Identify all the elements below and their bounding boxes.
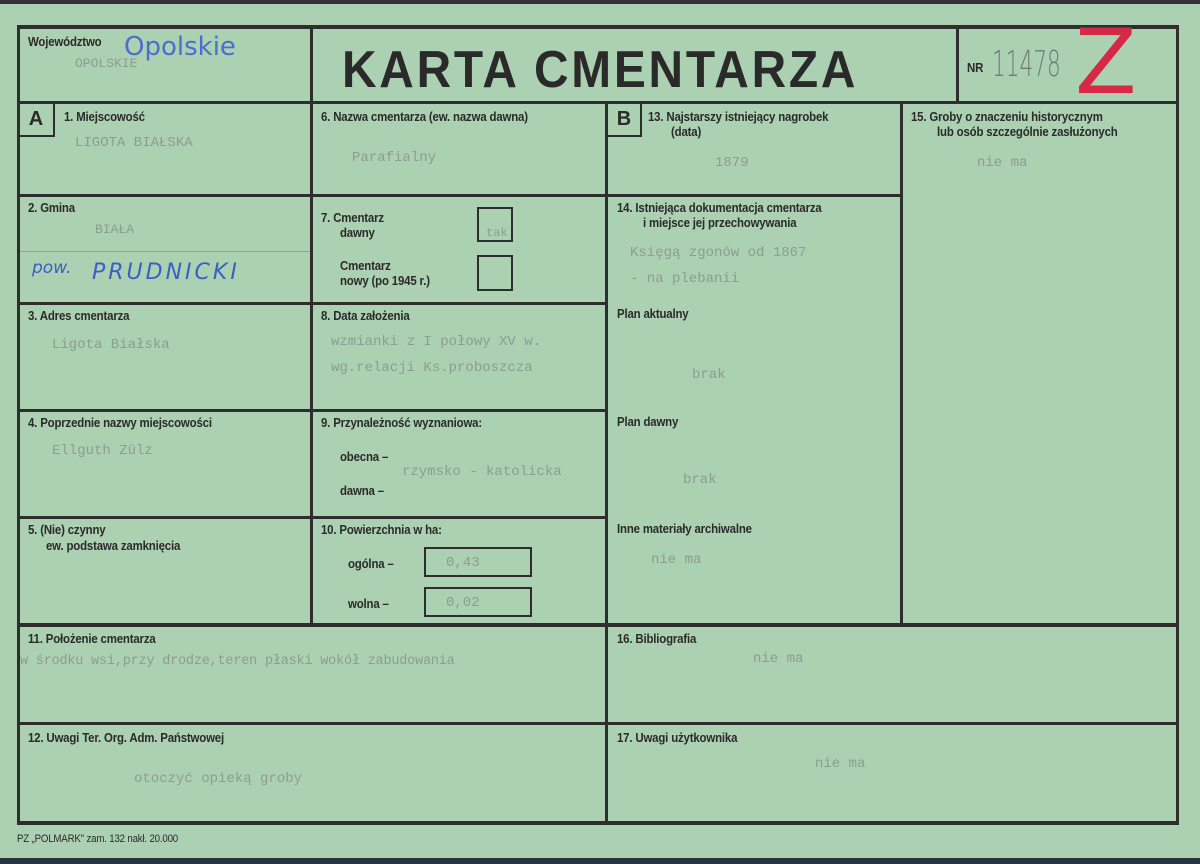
ogolna-value: 0,43	[446, 555, 480, 571]
gmina-divider	[20, 251, 310, 252]
section-a-badge: A	[19, 104, 55, 137]
f1-label: 1. Miejscowość	[64, 109, 145, 124]
divider	[605, 101, 608, 823]
plan-aktualny-label: Plan aktualny	[617, 306, 689, 321]
f6-value: Parafialny	[352, 150, 437, 166]
pow-value: PRUDNICKI	[92, 260, 240, 285]
f13-label: 13. Najstarszy istniejący nagrobek	[648, 109, 829, 124]
f9-obecna-label: obecna –	[340, 449, 389, 464]
printer-imprint: PZ „POLMARK" zam. 132 nakł. 20.000	[17, 833, 179, 845]
cmentarz-dawny-mark: tak	[486, 226, 508, 240]
f15-value: nie ma	[977, 155, 1028, 171]
f7-nowy-label: Cmentarz	[340, 258, 391, 273]
divider	[17, 194, 607, 197]
inne-materialy-label: Inne materiały archiwalne	[617, 521, 752, 536]
nr-label: NR	[967, 60, 984, 75]
f11-value: w środku wsi,przy drodze,teren płaski wokół zabudowania	[20, 654, 455, 669]
f5-label-2: ew. podstawa zamknięcia	[46, 538, 181, 553]
f6-label: 6. Nazwa cmentarza (ew. nazwa dawna)	[321, 109, 528, 124]
divider	[900, 101, 903, 625]
f15-label-2: lub osób szczególnie zasłużonych	[937, 124, 1118, 139]
f7-dawny-label-2: dawny	[340, 225, 375, 240]
wojewodztwo-typed: OPOLSKIE	[75, 56, 138, 71]
f16-label: 16. Bibliografia	[617, 631, 697, 646]
f17-value: nie ma	[815, 756, 866, 772]
f15-label: 15. Groby o znaczeniu historycznym	[911, 109, 1103, 124]
f3-label: 3. Adres cmentarza	[28, 308, 130, 323]
f8-label: 8. Data założenia	[321, 308, 410, 323]
divider	[607, 194, 901, 197]
border-top	[17, 25, 1179, 29]
f7-dawny-label: 7. Cmentarz	[321, 210, 384, 225]
nr-value: 11478	[992, 44, 1061, 85]
wolna-value: 0,02	[446, 595, 480, 611]
border-left	[17, 25, 20, 825]
f10-label: 10. Powierzchnia w ha:	[321, 522, 442, 537]
divider	[17, 516, 607, 519]
f13-value: 1879	[715, 155, 749, 171]
f2-value: BIAŁA	[95, 222, 135, 237]
f13-label-2: (data)	[671, 124, 702, 139]
f2-label: 2. Gmina	[28, 200, 75, 215]
f4-value: Ellguth Zülz	[52, 443, 153, 459]
plan-dawny-value: brak	[683, 472, 717, 488]
border-right	[1176, 25, 1179, 825]
f12-value: otoczyć opieką groby	[134, 771, 303, 787]
divider	[310, 25, 313, 625]
f17-label: 17. Uwagi użytkownika	[617, 730, 738, 745]
divider	[17, 101, 1179, 104]
section-b-badge: B	[608, 104, 642, 137]
inne-materialy-value: nie ma	[651, 552, 702, 568]
f11-label: 11. Położenie cmentarza	[28, 631, 156, 646]
f12-label: 12. Uwagi Ter. Org. Adm. Państwowej	[28, 730, 225, 745]
f14-value-2: - na plebanii	[630, 271, 740, 287]
plan-aktualny-value: brak	[692, 367, 726, 383]
nr-mark: Z	[1075, 10, 1137, 115]
card-title: KARTA CMENTARZA	[342, 41, 859, 99]
divider	[17, 623, 1179, 627]
f14-value-1: Księgą zgonów od 1867	[630, 245, 807, 261]
f16-value: nie ma	[753, 651, 804, 667]
f10-wolna-label: wolna –	[348, 596, 389, 611]
cmentarz-nowy-checkbox[interactable]	[477, 255, 513, 291]
f9-dawna-label: dawna –	[340, 483, 384, 498]
wojewodztwo-stamp: Opolskie	[124, 32, 236, 62]
divider	[17, 722, 1179, 725]
f3-value: Ligota Białska	[52, 337, 170, 353]
divider	[17, 409, 607, 412]
f1-value: LIGOTA BIAŁSKA	[75, 135, 193, 151]
plan-dawny-label: Plan dawny	[617, 414, 679, 429]
f10-ogolna-label: ogólna –	[348, 556, 394, 571]
f7-nowy-label-2: nowy (po 1945 r.)	[340, 273, 430, 288]
divider	[956, 25, 959, 103]
border-bottom	[17, 821, 1179, 825]
f8-value-1: wzmianki z I połowy XV w.	[331, 334, 542, 350]
f9-value: rzymsko - katolicka	[402, 464, 562, 480]
f14-label-2: i miejsce jej przechowywania	[643, 215, 797, 230]
f14-label: 14. Istniejąca dokumentacja cmentarza	[617, 200, 822, 215]
wojewodztwo-label: Województwo	[28, 34, 102, 49]
f5-label: 5. (Nie) czynny	[28, 522, 106, 537]
f4-label: 4. Poprzednie nazwy miejscowości	[28, 415, 212, 430]
f8-value-2: wg.relacji Ks.proboszcza	[331, 360, 533, 376]
divider	[17, 302, 607, 305]
f9-label: 9. Przynależność wyznaniowa:	[321, 415, 483, 430]
pow-prefix: pow.	[32, 258, 72, 278]
